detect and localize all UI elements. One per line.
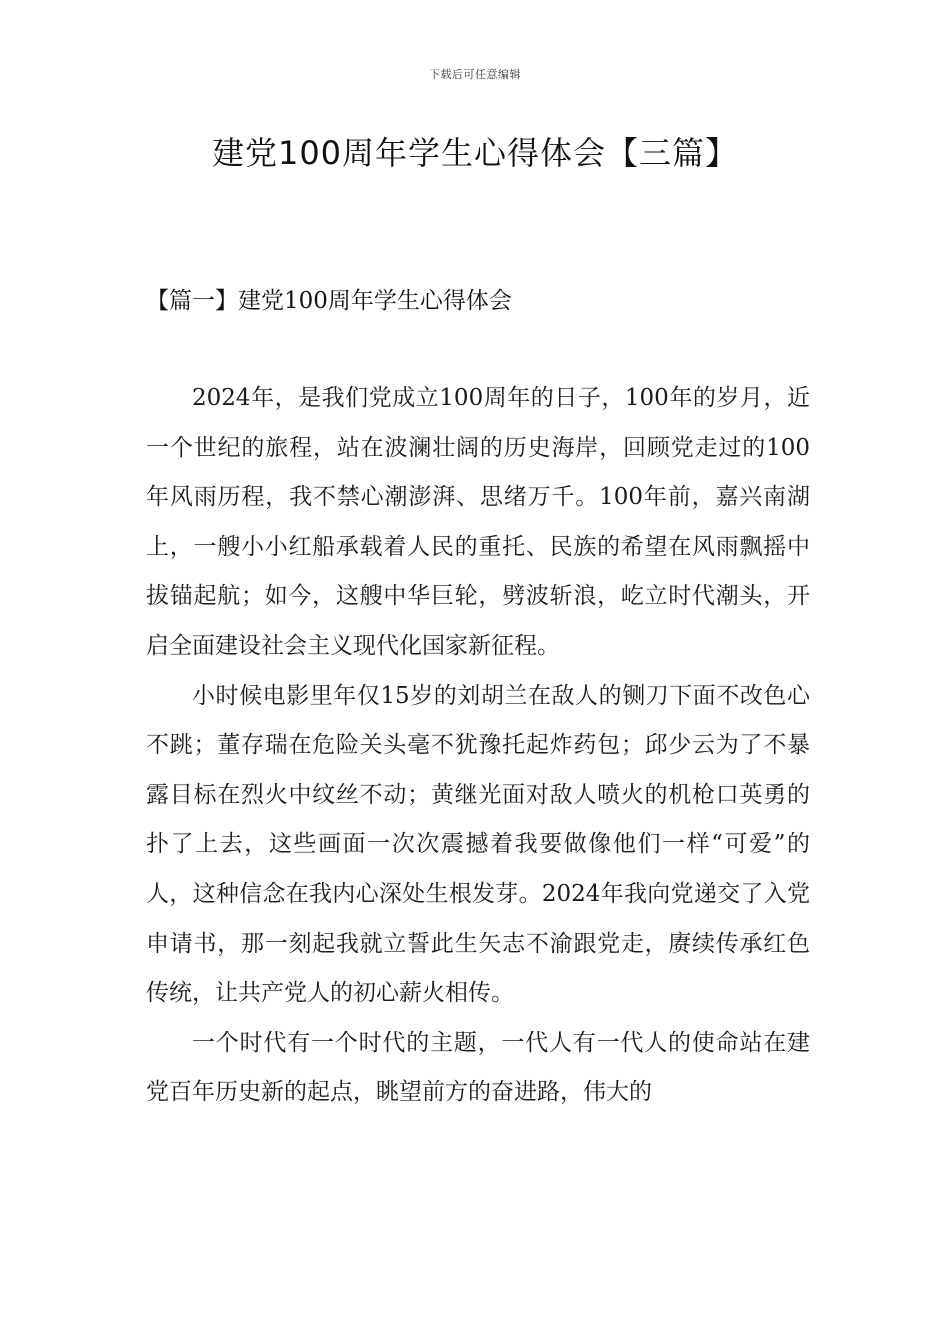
paragraph-2: 小时候电影里年仅15岁的刘胡兰在敌人的铡刀下面不改色心不跳；董存瑞在危险关头毫不犹豫托起炸药包；邱少云为了不暴露目标在烈火中纹丝不动；黄继光面对敌人喷火的机枪口英勇的扑了上去，这些画面一次次震撼着我要做像他们一样“可爱”的人，这种信念在我内心深处生根发芽。2024年我向党递交了入党申请书，那一刻起我就立誓此生矢志不渝跟党走，赓续传承红色传统，让共产党人的初心薪火相传。: [146, 682, 810, 1007]
document-title: 建党100周年学生心得体会【三篇】: [211, 134, 739, 172]
paragraph-3: 一个时代有一个时代的主题，一代人有一代人的使命站在建党百年历史新的起点，眺望前方的奋进路，伟大的: [146, 1029, 810, 1106]
section-heading: 【篇一】建党100周年学生心得体会: [146, 288, 512, 314]
body-text: [146, 374, 810, 1118]
header-note: 下载后可任意编辑: [429, 68, 521, 81]
paragraph-1: 2024年，是我们党成立100周年的日子，100年的岁月，近一个世纪的旅程，站在波澜壮阔的历史海岸，回顾党走过的100年风雨历程，我不禁心潮澎湃、思绪万千。100年前，嘉兴南湖上，一艘小小红船承载着人民的重托、民族的希望在风雨飘摇中拔锚起航；如今，这艘中华巨轮，劈波斩浪，屹立时代潮头，开启全面建设社会主义现代化国家新征程。: [146, 385, 810, 659]
